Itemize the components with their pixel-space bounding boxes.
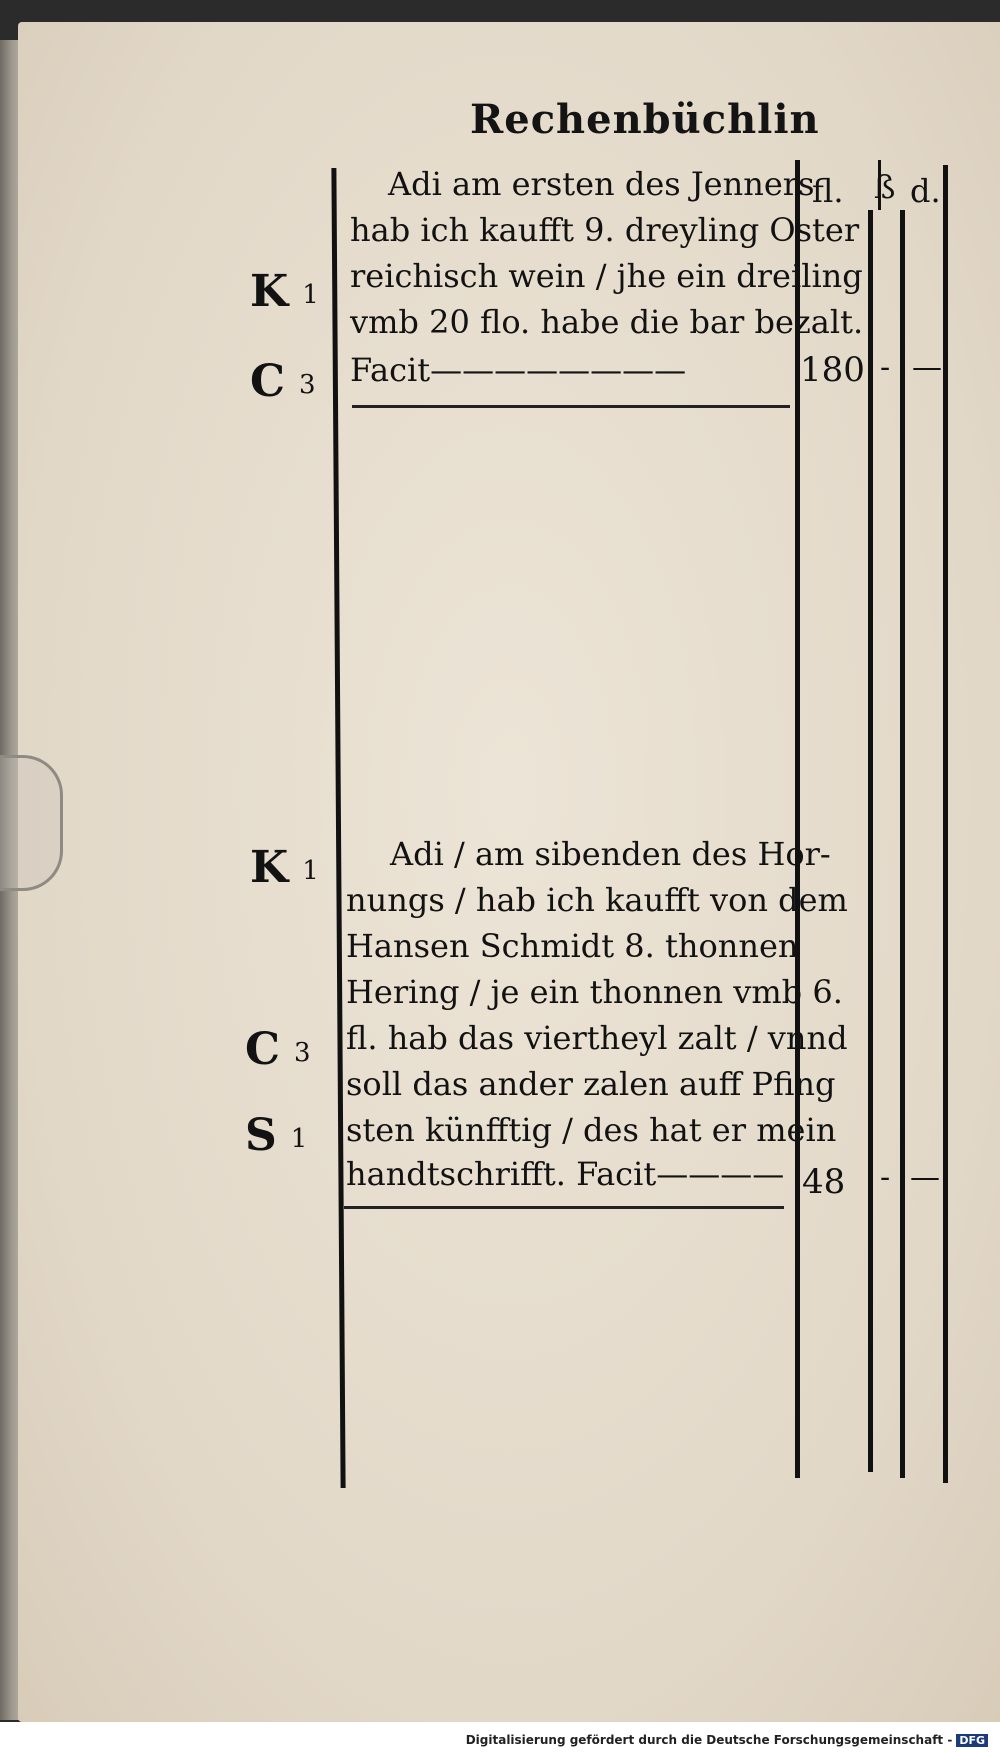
entry-line: Adi am ersten des Jenners — [388, 165, 815, 203]
column-heading-d: d. — [910, 172, 941, 210]
column-heading-fl: fl. — [812, 172, 844, 210]
entry-line: fl. hab das viertheyl zalt / vnnd — [346, 1019, 848, 1057]
margin-mark: K 1 — [250, 266, 319, 317]
entry-2-rule — [344, 1206, 784, 1209]
entry-line: Hansen Schmidt 8. thonnen — [346, 927, 799, 965]
entry-line: Facit———————— — [350, 351, 687, 389]
entry-line: Adi / am sibenden des Hor- — [390, 835, 831, 873]
dfg-logo: DFG — [956, 1734, 988, 1747]
amount-schillings: - — [880, 1160, 891, 1195]
amount-schillings: - — [880, 350, 891, 385]
entry-line: soll das ander zalen auff Pfing — [346, 1065, 836, 1103]
entry-line: reichisch wein / jhe ein dreiling — [350, 257, 863, 295]
entry-line: hab ich kaufft 9. dreyling Oster — [350, 211, 860, 249]
column-heading-ss: ß — [874, 168, 896, 206]
entry-line: sten künfftig / des hat er mein — [346, 1111, 837, 1149]
margin-mark: C 3 — [250, 356, 316, 407]
running-head: Rechenbüchlin — [470, 96, 820, 143]
fl-column-rule — [868, 210, 873, 1472]
entry-line: handtschrifft. Facit———— — [346, 1155, 785, 1193]
d-column-rule — [943, 165, 948, 1483]
amount-pence: — — [912, 350, 942, 385]
digitization-credit: Digitalisierung gefördert durch die Deutsche Forschungsgemeinschaft - DFG — [466, 1733, 988, 1747]
page-clip — [0, 755, 63, 891]
amount-florins: 48 — [802, 1162, 846, 1202]
entry-line: nungs / hab ich kaufft von dem — [346, 881, 848, 919]
entry-line: Hering / je ein thonnen vmb 6. — [346, 973, 843, 1011]
amount-florins: 180 — [800, 350, 865, 390]
margin-mark: C 3 — [245, 1024, 311, 1075]
ss-column-rule — [900, 210, 905, 1478]
entry-1-rule — [352, 405, 790, 408]
margin-mark: K 1 — [250, 842, 319, 893]
amount-pence: — — [910, 1160, 940, 1195]
margin-mark: S 1 — [245, 1110, 308, 1161]
entry-line: vmb 20 flo. habe die bar bezalt. — [350, 303, 864, 341]
